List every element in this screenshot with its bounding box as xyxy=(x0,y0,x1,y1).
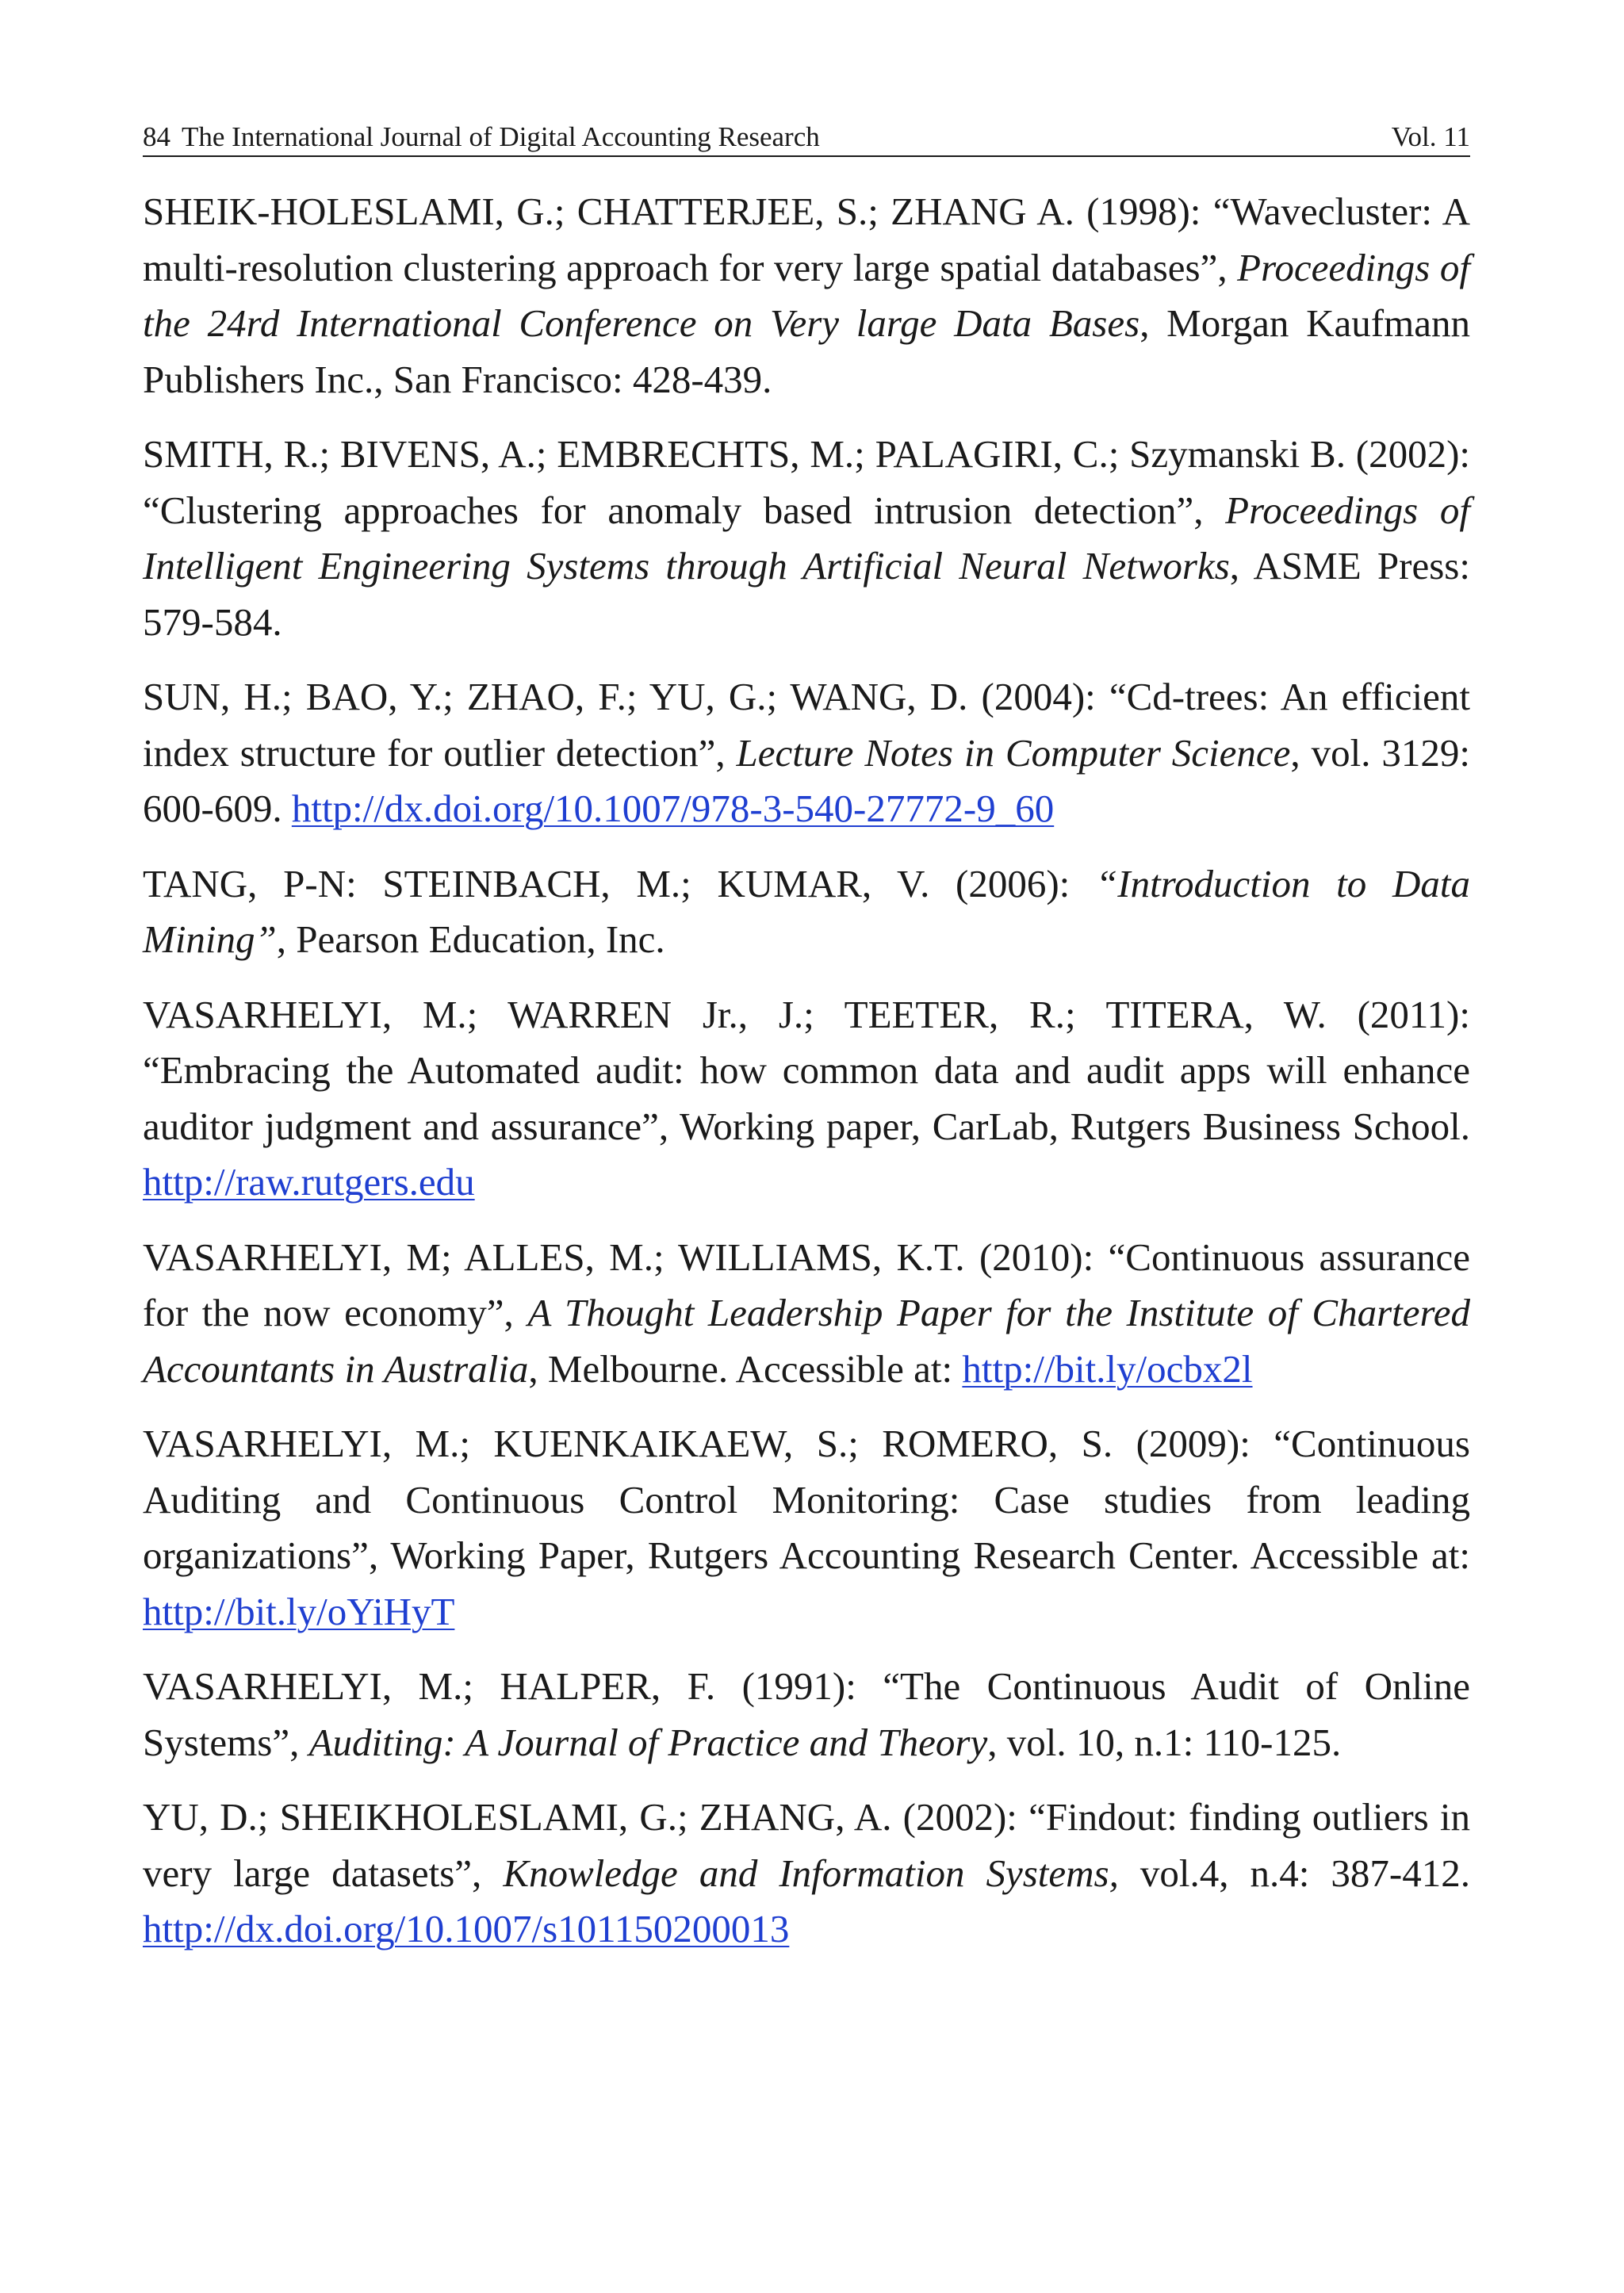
reference-link[interactable]: http://raw.rutgers.edu xyxy=(143,1160,475,1204)
reference-source: Lecture Notes in Computer Science xyxy=(736,730,1291,775)
reference-item xyxy=(143,1416,1470,1640)
reference-item xyxy=(143,987,1470,1211)
reference-tail: , vol. 3129: 600-609. xyxy=(143,730,1470,830)
reference-source: “Introduction to Data Mining” xyxy=(143,861,1470,961)
reference-authors: TANG, P-N: STEINBACH, M.; KUMAR, V. (2006): xyxy=(143,861,1097,905)
reference-item xyxy=(143,427,1470,650)
reference-authors: VASARHELYI, M.; HALPER, F. (1991): “The Continuous Audit of Online Systems”, xyxy=(143,1664,1470,1764)
journal-title: The International Journal of Digital Accounting Research xyxy=(182,121,820,152)
reference-link[interactable]: http://bit.ly/oYiHyT xyxy=(143,1589,455,1633)
reference-authors: SHEIK-HOLESLAMI, G.; CHATTERJEE, S.; ZHANG A. (1998): “Wavecluster: A multi-resolution clustering approach for very large spatial databases”, xyxy=(143,189,1470,289)
reference-item xyxy=(143,1230,1470,1398)
reference-source: Knowledge and Information Systems, xyxy=(503,1851,1119,1895)
reference-tail: , Melbourne. Accessible at: xyxy=(528,1346,963,1391)
reference-authors: SMITH, R.; BIVENS, A.; EMBRECHTS, M.; PALAGIRI, C.; Szymanski B. (2002): “Clustering approaches for anomaly based intrusion detection”, xyxy=(143,432,1470,532)
reference-tail: , Morgan Kaufmann Publishers Inc., San Francisco: 428-439. xyxy=(143,301,1470,401)
reference-item xyxy=(143,856,1470,968)
running-header xyxy=(143,119,1470,157)
reference-tail: , vol. 10, n.1: 110-125. xyxy=(987,1720,1342,1764)
reference-source: Proceedings of Intelligent Engineering Systems through Artificial Neural Networks xyxy=(143,488,1470,588)
header-left xyxy=(143,119,820,155)
reference-link[interactable]: http://dx.doi.org/10.1007/s101150200013 xyxy=(143,1907,790,1950)
page-number: 84 xyxy=(143,121,170,152)
reference-tail: , ASME Press: 579-584. xyxy=(143,544,1470,644)
reference-tail: vol.4, n.4: 387-412. xyxy=(1118,1851,1471,1895)
reference-item xyxy=(143,1659,1470,1770)
reference-authors: VASARHELYI, M.; KUENKAIKAEW, S.; ROMERO, S. (2009): “Continuous Auditing and Continuous Control Monitoring: Case studies from leading organizations”, Working Paper, Rutgers Accounting Research Center. Accessible at: xyxy=(143,1422,1470,1577)
reference-list xyxy=(143,184,1470,1977)
volume-label: Vol. 11 xyxy=(1391,121,1470,152)
reference-tail: , Pearson Education, Inc. xyxy=(276,917,665,961)
reference-item xyxy=(143,669,1470,837)
reference-authors: VASARHELYI, M; ALLES, M.; WILLIAMS, K.T. (2010): “Continuous assurance for the now economy”, xyxy=(143,1235,1470,1334)
reference-authors: YU, D.; SHEIKHOLESLAMI, G.; ZHANG, A. (2002): “Findout: finding outliers in very large datasets”, xyxy=(143,1795,1470,1895)
reference-link[interactable]: http://bit.ly/ocbx2l xyxy=(962,1346,1253,1391)
reference-source: A Thought Leadership Paper for the Institute of Chartered Accountants in Australia xyxy=(143,1291,1470,1391)
reference-source: Proceedings of the 24rd International Conference on Very large Data Bases xyxy=(143,245,1470,345)
reference-item xyxy=(143,184,1470,408)
reference-authors: VASARHELYI, M.; WARREN Jr., J.; TEETER, R.; TITERA, W. (2011): “Embracing the Automated audit: how common data and audit apps will enhance auditor judgment and assurance”, Working paper, CarLab, Rutgers Business School. xyxy=(143,992,1470,1148)
reference-source: Auditing: A Journal of Practice and Theory xyxy=(308,1720,988,1764)
reference-authors: SUN, H.; BAO, Y.; ZHAO, F.; YU, G.; WANG, D. (2004): “Cd-trees: An efficient index structure for outlier detection”, xyxy=(143,675,1470,775)
reference-link[interactable]: http://dx.doi.org/10.1007/978-3-540-27772-9_60 xyxy=(291,787,1055,830)
reference-item xyxy=(143,1790,1470,1958)
